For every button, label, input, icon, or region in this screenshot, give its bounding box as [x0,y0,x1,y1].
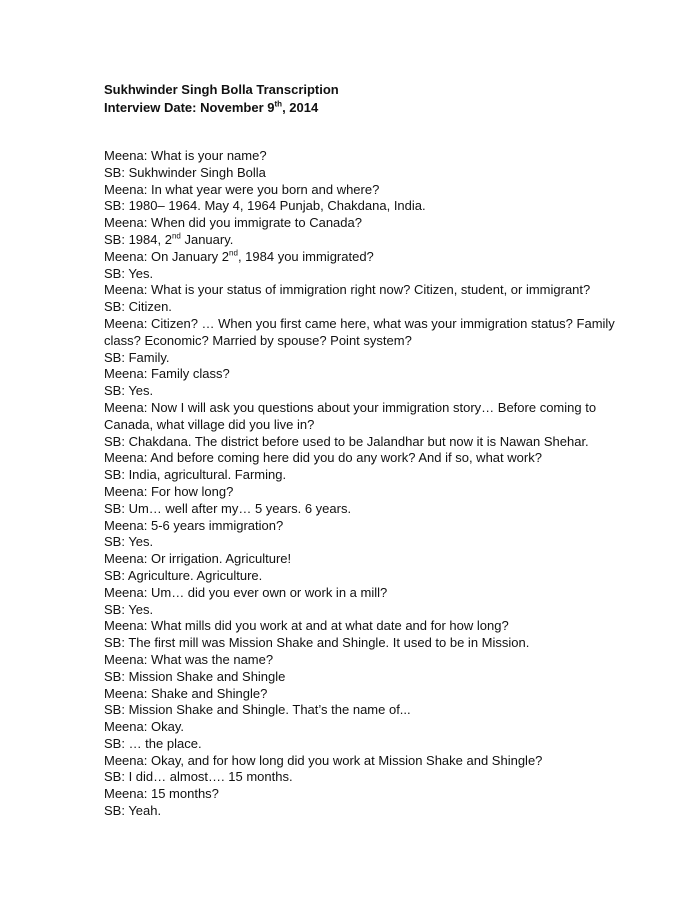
transcript-line [104,182,624,199]
transcript-line [104,266,624,283]
transcript-line [104,635,624,652]
transcript-line [104,148,624,165]
transcript-line [104,669,624,686]
transcript-line [104,534,624,551]
transcript-line-text: Meena: Family class? [104,366,230,382]
transcript-line-text: SB: I did… almost…. 15 months. [104,769,293,785]
transcript-line [104,719,624,736]
transcript-line [104,786,624,803]
transcript-line [104,434,624,451]
transcript-line-text: SB: Sukhwinder Singh Bolla [104,164,266,180]
transcript-line [104,602,624,619]
transcript-line-text: Meena: Okay. [104,719,184,735]
transcript-line-text: SB: 1984, 2 [104,231,172,247]
transcript-line [104,450,624,467]
document-header [104,81,339,117]
transcript-line-text: SB: Agriculture. Agriculture. [104,567,263,583]
transcript-body [104,148,624,820]
transcript-line-text: Meena: For how long? [104,483,234,499]
transcript-line-text: Meena: 5-6 years immigration? [104,517,284,533]
transcript-line [104,753,624,770]
transcript-line-text-continued: , 1984 you immigrated? [237,248,374,264]
transcript-line [104,165,624,182]
transcript-line [104,366,624,383]
transcript-line-text: SB: … the place. [104,735,202,751]
transcript-line [104,652,624,669]
transcript-line-text: Meena: When did you immigrate to Canada? [104,215,362,231]
transcript-line-text: Meena: What is your name? [104,148,267,163]
transcript-line [104,568,624,585]
transcript-line-text: Meena: What is your status of immigration right now? Citizen, student, or immigrant? [104,282,591,298]
transcript-line-text: Meena: What was the name? [104,651,274,667]
transcript-line-text: Meena: Shake and Shingle? [104,685,268,701]
transcript-line-text: Meena: 15 months? [104,786,219,802]
transcript-line-text: SB: India, agricultural. Farming. [104,467,287,483]
interview-date [104,99,339,117]
transcript-line-text: SB: Mission Shake and Shingle [104,668,286,684]
transcript-line [104,198,624,215]
transcript-line [104,769,624,786]
transcript-line-text: Meena: Um… did you ever own or work in a mill? [104,584,388,600]
transcript-line [104,215,624,232]
transcript-line-text: Meena: Okay, and for how long did you work at Mission Shake and Shingle? [104,752,543,768]
transcript-line [104,316,624,350]
transcript-line-text: SB: Um… well after my… 5 years. 6 years. [104,500,352,516]
interview-date-prefix: Interview Date: November 9 [104,100,275,115]
transcript-line-text: SB: Family. [104,349,170,365]
transcript-line [104,400,624,434]
transcript-line [104,383,624,400]
transcript-line-text: Meena: On January 2 [104,248,230,264]
document-title: Sukhwinder Singh Bolla Transcription [104,82,339,97]
transcript-line [104,803,624,820]
transcript-line [104,501,624,518]
transcript-line-text: SB: Yeah. [104,803,162,819]
transcript-line-ordinal: nd [229,248,238,258]
transcript-line [104,350,624,367]
transcript-line-text: Meena: What mills did you work at and at what date and for how long? [104,618,509,634]
transcript-line-text: Meena: Now I will ask you questions about your immigration story… Before coming to Canada, what village did you live in? [104,399,597,432]
transcript-line [104,232,624,249]
transcript-line [104,249,624,266]
transcript-line-text: Meena: In what year were you born and where? [104,181,380,197]
transcript-line-text: SB: Yes. [104,383,154,399]
transcript-line [104,551,624,568]
transcript-line-ordinal: nd [171,231,181,241]
transcript-line [104,299,624,316]
interview-date-ordinal: th [274,99,283,109]
transcript-line-text: SB: Yes. [104,534,154,550]
interview-date-suffix: , 2014 [282,100,319,115]
transcript-line [104,484,624,501]
transcript-line-text: SB: 1980– 1964. May 4, 1964 Punjab, Chakdana, India. [104,198,426,214]
transcript-line-text-continued: January. [180,231,234,247]
transcript-line [104,467,624,484]
transcript-line-text: SB: Yes. [104,265,154,281]
transcript-line [104,282,624,299]
transcript-line-text: SB: Citizen. [104,299,172,315]
transcript-line-text: SB: The first mill was Mission Shake and Shingle. It used to be in Mission. [104,635,530,651]
transcript-line-text: SB: Yes. [104,601,154,617]
transcript-line [104,585,624,602]
transcript-line-text: Meena: And before coming here did you do any work? And if so, what work? [104,450,542,466]
transcript-line [104,736,624,753]
transcript-line [104,702,624,719]
transcript-line [104,618,624,635]
transcript-line [104,686,624,703]
transcript-line-text: SB: Chakdana. The district before used to be Jalandhar but now it is Nawan Shehar. [104,433,589,449]
transcript-line [104,518,624,535]
transcript-line-text: Meena: Or irrigation. Agriculture! [104,551,292,567]
transcript-line-text: SB: Mission Shake and Shingle. That’s the name of... [104,702,411,718]
transcript-line-text: Meena: Citizen? … When you first came here, what was your immigration status? Family class? Economic? Married by spouse? Point system? [104,315,615,348]
